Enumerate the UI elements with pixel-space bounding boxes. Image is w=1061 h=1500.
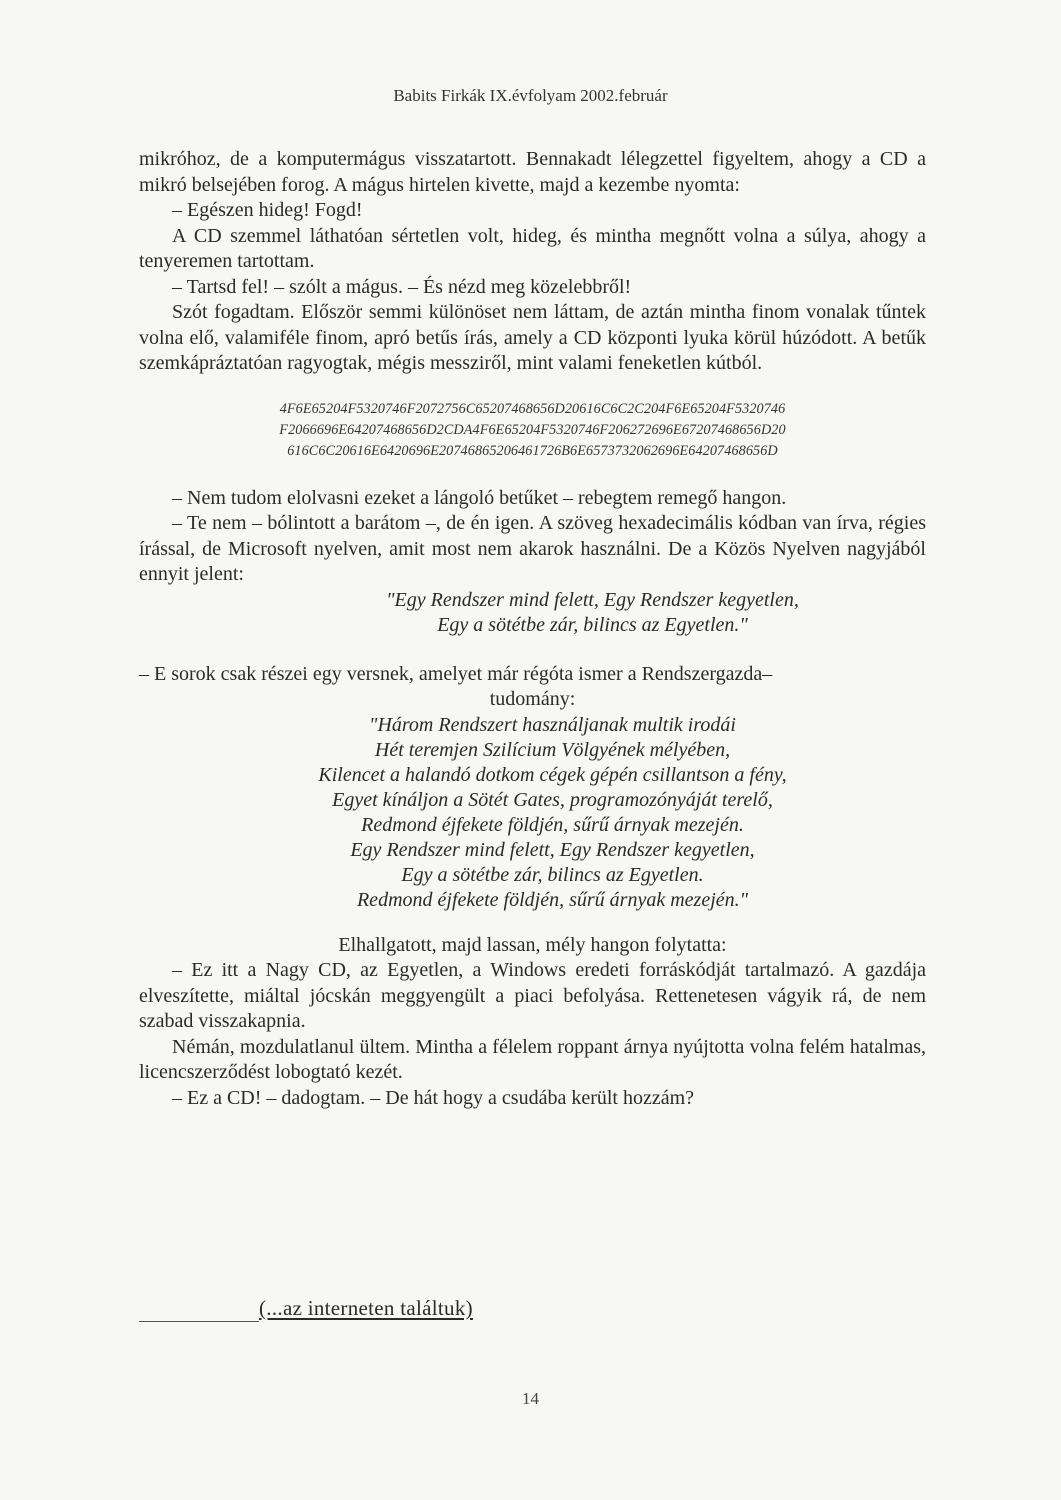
paragraph: Elhallgatott, majd lassan, mély hangon folytatta: bbox=[338, 933, 727, 956]
verse-line: Redmond éjfekete földjén, sűrű árnyak mezején." bbox=[356, 888, 749, 911]
hex-line: 4F6E65204F5320746F2072756C65207468656D20616C6C2C204F6E65204F5320746 bbox=[279, 400, 786, 417]
paragraph: Szót fogadtam. Először semmi különöset nem láttam, de aztán mintha finom vonalak tűntek volna elő, valamiféle finom, apró betűs írás, amely a CD központi lyuka körül húzódott. A betűk szemkápráztatóan ragyogtak, mégis messziről, mint valami feneketlen kútból. bbox=[139, 301, 926, 374]
verse-line: Egyet kínáljon a Sötét Gates, programozónyáját terelő, bbox=[332, 788, 773, 811]
paragraph: A CD szemmel láthatóan sértetlen volt, hideg, és mintha megnőtt volna a súlya, ahogy a tenyeremen tartottam. bbox=[139, 224, 926, 272]
hex-code-block bbox=[139, 399, 926, 462]
dialogue-line: – Ez a CD! – dadogtam. – De hát hogy a csudába került hozzám? bbox=[172, 1086, 695, 1109]
paragraph: – E sorok csak részei egy versnek, amelyet már régóta ismer a Rendszergazda– bbox=[139, 662, 773, 685]
verse-line: Hét teremjen Szilícium Völgyének mélyében, bbox=[374, 738, 731, 761]
verse-line: "Három Rendszert használjanak multik irodái bbox=[369, 713, 736, 736]
article-body bbox=[139, 147, 926, 1111]
paragraph-continuation: tudomány: bbox=[489, 688, 576, 710]
dialogue-line: – Tartsd fel! – szólt a mágus. – És nézd meg közelebbről! bbox=[172, 275, 632, 298]
verse-line: Egy a sötétbe zár, bilincs az Egyetlen. bbox=[401, 863, 704, 886]
source-text: (...az interneten találtuk) bbox=[259, 1296, 473, 1320]
verse-line: Redmond éjfekete földjén, sűrű árnyak mezején. bbox=[361, 813, 744, 836]
dialogue-line: – Nem tudom elolvasni ezeket a lángoló betűket – rebegtem remegő hangon. bbox=[172, 486, 787, 509]
dialogue-line: – Egészen hideg! Fogd! bbox=[172, 199, 363, 221]
verse-line: Kilencet a halandó dotkom cégek gépén csillantson a fény, bbox=[318, 763, 787, 786]
page-number: 14 bbox=[522, 1389, 539, 1408]
verse-line: Egy a sötétbe zár, bilincs az Egyetlen." bbox=[437, 613, 748, 636]
verse-block bbox=[259, 588, 926, 638]
verse-line: Egy Rendszer mind felett, Egy Rendszer kegyetlen, bbox=[350, 838, 755, 861]
source-rule bbox=[139, 1321, 259, 1322]
hex-line: F2066696E64207468656D2CDA4F6E65204F5320746F206272696E67207468656D20 bbox=[279, 421, 786, 438]
running-header: Babits Firkák IX.évfolyam 2002.február bbox=[393, 86, 668, 105]
paragraph: Némán, mozdulatlanul ültem. Mintha a félelem roppant árnya nyújtotta volna felém hatalmas, licencszerződést lobogtató kezét. bbox=[139, 1035, 926, 1083]
source-note bbox=[139, 1296, 539, 1326]
paragraph: mikróhoz, de a komputermágus visszatartott. Bennakadt lélegzettel figyeltem, ahogy a CD a mikró belsejében forog. A mágus hirtelen kivette, majd a kezembe nyomta: bbox=[139, 148, 926, 196]
paragraph: – Te nem – bólintott a barátom –, de én igen. A szöveg hexadecimális kódban van írva, régies írással, de Microsoft nyelven, amit most nem akarok használni. De a Közös Nyelven nagyjából ennyit jelent: bbox=[139, 512, 926, 585]
verse-line: "Egy Rendszer mind felett, Egy Rendszer kegyetlen, bbox=[386, 588, 799, 611]
hex-line: 616C6C20616E6420696E20746865206461726B6E6573732062696E64207468656D bbox=[287, 442, 778, 459]
dialogue-line: – Ez itt a Nagy CD, az Egyetlen, a Windows eredeti forráskódját tartalmazó. A gazdája elveszítette, miáltal jócskán meggyengült a piaci befolyása. Rettenetesen vágyik rá, de nem szabad visszakapnia. bbox=[139, 959, 926, 1032]
poem-block bbox=[179, 713, 926, 913]
